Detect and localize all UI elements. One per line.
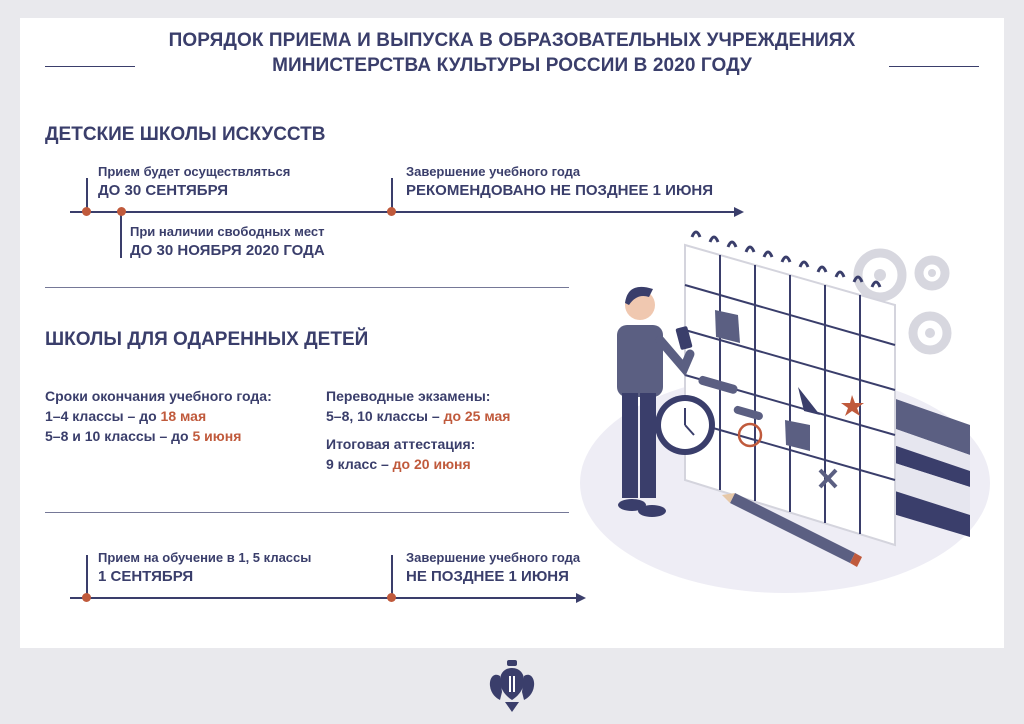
calendar-illustration: [570, 215, 1000, 595]
bottom-year-end-label: Завершение учебного года: [406, 550, 581, 565]
timeline-tick: [391, 555, 393, 597]
bottom-admission-label: Прием на обучение в 1, 5 классы: [98, 550, 312, 565]
section-divider: [45, 512, 569, 513]
deadline-2-prefix: 5–8 и 10 классы – до: [45, 428, 193, 444]
final-prefix: 9 класс –: [326, 456, 393, 472]
art-schools-heading: ДЕТСКИЕ ШКОЛЫ ИСКУССТВ: [45, 124, 326, 145]
bottom-admission-date: 1 СЕНТЯБРЯ: [98, 568, 194, 585]
title-line-right: [889, 66, 979, 67]
deadline-2: [45, 426, 241, 446]
title-line-1: ПОРЯДОК ПРИЕМА И ВЫПУСКА В ОБРАЗОВАТЕЛЬНЫХ УЧРЕЖДЕНИЯХ: [168, 30, 856, 51]
art-admission-date: ДО 30 СЕНТЯБРЯ: [98, 182, 228, 199]
art-timeline: [70, 211, 734, 213]
timeline-dot: [82, 207, 91, 216]
timeline-tick: [86, 555, 88, 597]
deadline-1: [45, 406, 206, 426]
transfer-label: Переводные экзамены:: [326, 388, 491, 404]
final-attestation: [326, 454, 471, 474]
timeline-tick: [120, 212, 122, 258]
bottom-timeline: [70, 597, 576, 599]
deadline-1-prefix: 1–4 классы – до: [45, 408, 161, 424]
art-year-end-label: Завершение учебного года: [406, 164, 581, 179]
timeline-dot: [387, 593, 396, 602]
art-admission-label: Прием будет осуществляться: [98, 164, 291, 179]
transfer-prefix: 5–8, 10 классы –: [326, 408, 444, 424]
timeline-dot: [387, 207, 396, 216]
final-date: до 20 июня: [392, 456, 471, 472]
title-line-2: МИНИСТЕРСТВА КУЛЬТУРЫ РОССИИ В 2020 ГОДУ: [272, 55, 752, 76]
bottom-year-end-date: НЕ ПОЗДНЕЕ 1 ИЮНЯ: [406, 568, 569, 585]
page-title: [140, 28, 884, 78]
emblem-icon: [487, 658, 537, 714]
title-line-left: [45, 66, 135, 67]
deadline-1-date: 18 мая: [160, 408, 207, 424]
deadlines-label: Сроки окончания учебного года:: [45, 388, 272, 404]
section-divider: [45, 287, 569, 288]
timeline-dot: [117, 207, 126, 216]
art-year-end-date: РЕКОМЕНДОВАНО НЕ ПОЗДНЕЕ 1 ИЮНЯ: [406, 182, 714, 199]
final-label: Итоговая аттестация:: [326, 436, 476, 452]
art-vacancies-date: ДО 30 НОЯБРЯ 2020 ГОДА: [130, 242, 325, 259]
art-vacancies-label: При наличии свободных мест: [130, 224, 325, 239]
timeline-dot: [82, 593, 91, 602]
transfer-exams: [326, 406, 510, 426]
clock-icon: [655, 395, 715, 455]
deadline-2-date: 5 июня: [192, 428, 242, 444]
transfer-date: до 25 мая: [443, 408, 511, 424]
gifted-schools-heading: ШКОЛЫ ДЛЯ ОДАРЕННЫХ ДЕТЕЙ: [45, 329, 369, 350]
